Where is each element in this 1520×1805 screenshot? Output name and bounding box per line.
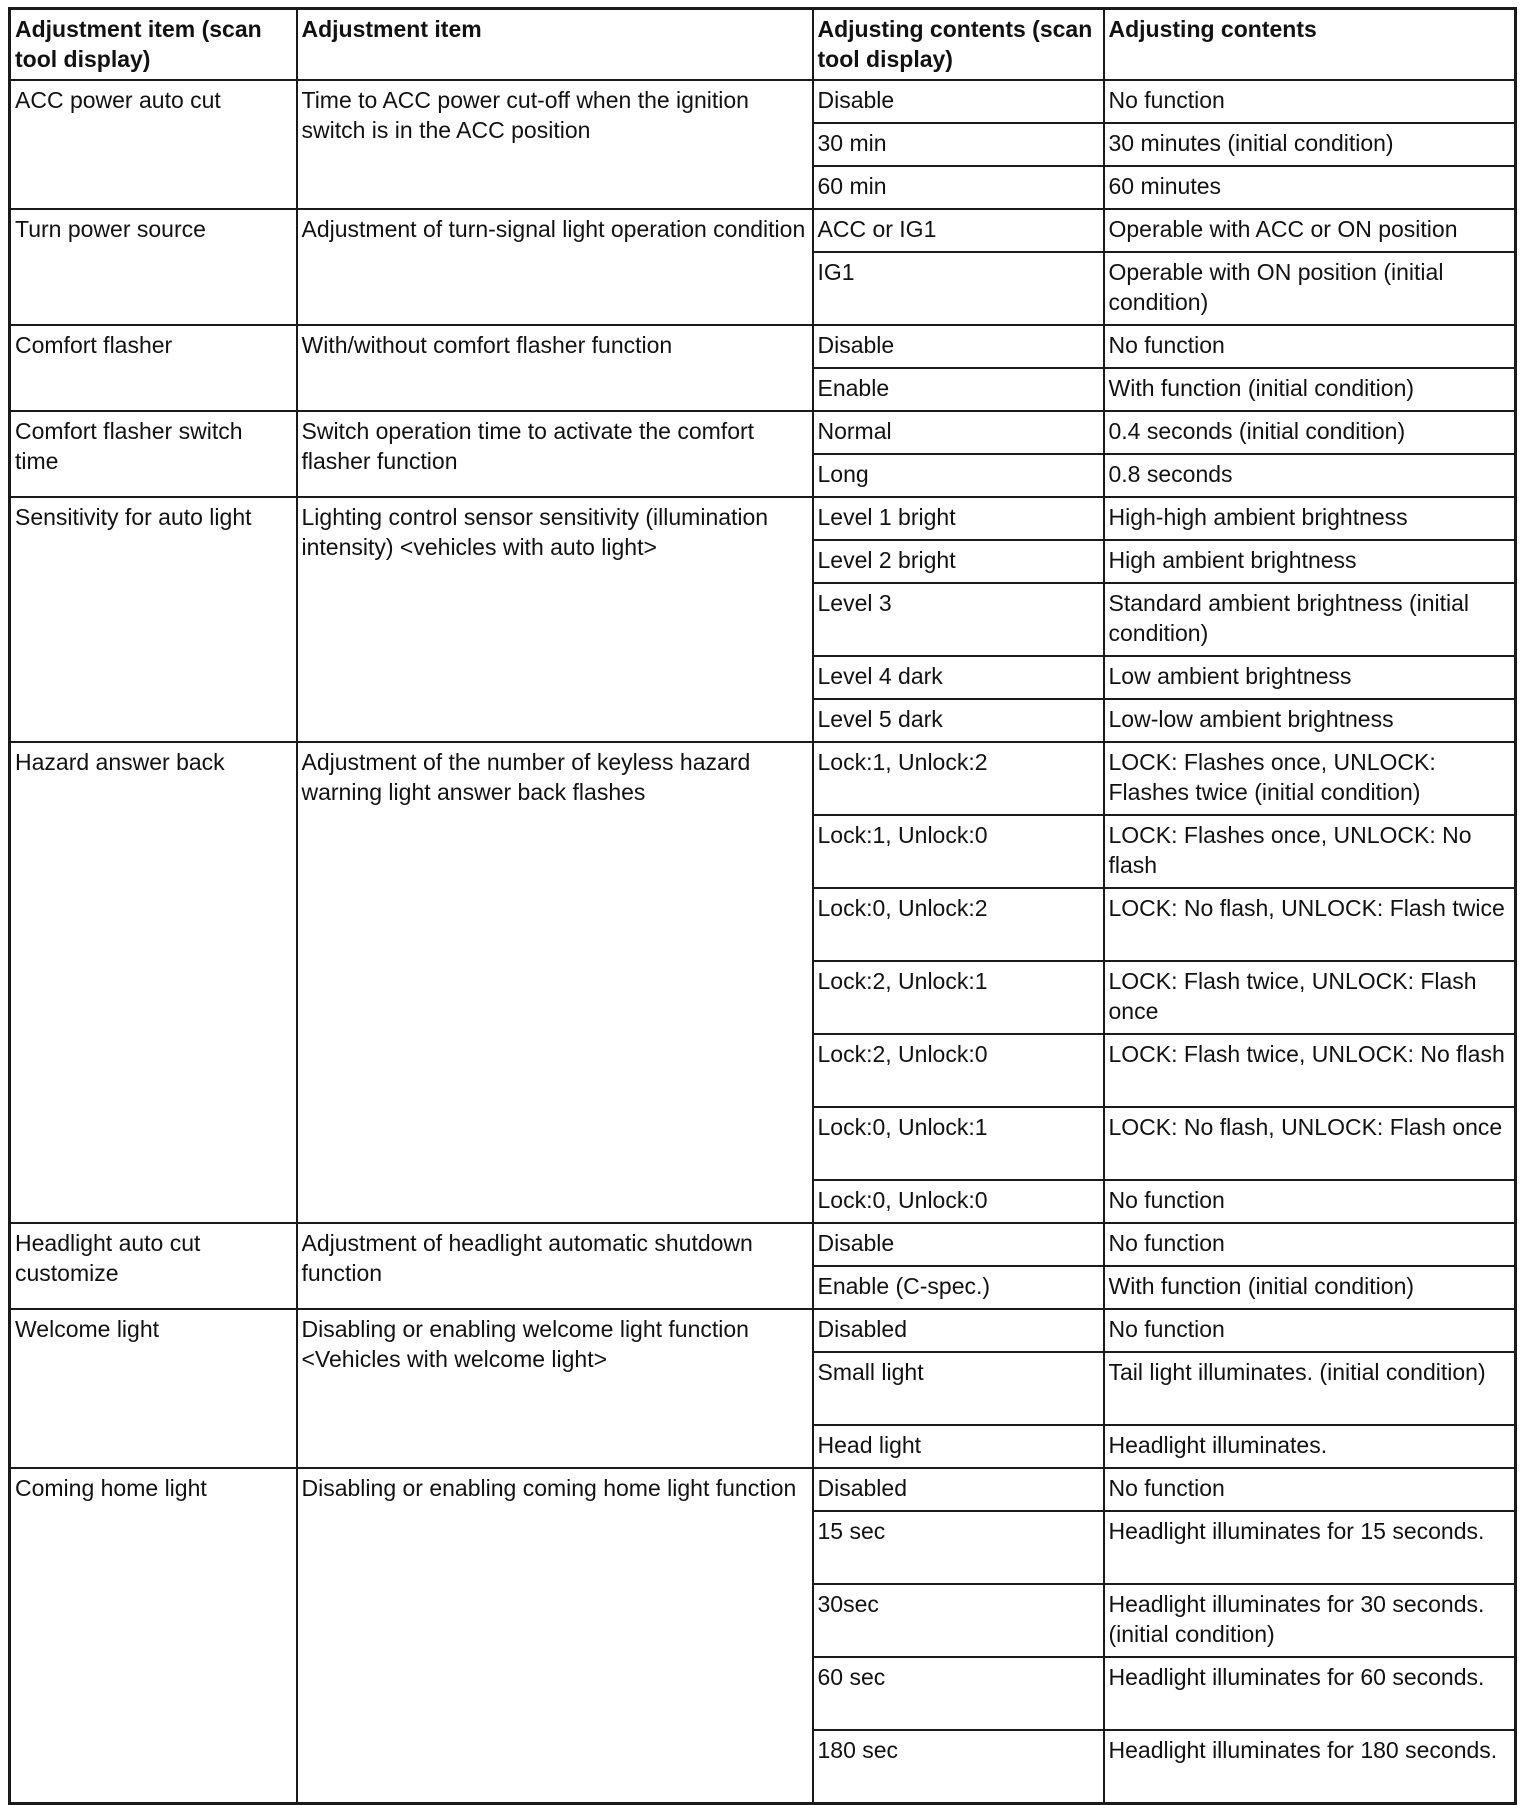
cell-adjustment-item-scan: Turn power source	[10, 209, 297, 325]
cell-adjusting-contents: LOCK: No flash, UNLOCK: Flash twice	[1104, 888, 1516, 961]
cell-adjustment-item-scan: Comfort flasher switch time	[10, 411, 297, 497]
cell-adjusting-contents: Headlight illuminates for 180 seconds.	[1104, 1730, 1516, 1803]
cell-adjusting-contents: High-high ambient brightness	[1104, 497, 1516, 540]
cell-adjusting-contents-scan: 60 min	[813, 166, 1104, 209]
cell-adjusting-contents: Headlight illuminates for 15 seconds.	[1104, 1511, 1516, 1584]
cell-adjusting-contents-scan: Enable	[813, 368, 1104, 411]
cell-adjusting-contents-scan: 15 sec	[813, 1511, 1104, 1584]
cell-adjustment-item: Disabling or enabling coming home light function	[297, 1468, 813, 1803]
cell-adjusting-contents-scan: Lock:0, Unlock:1	[813, 1107, 1104, 1180]
cell-adjusting-contents-scan: Level 5 dark	[813, 699, 1104, 742]
cell-adjusting-contents-scan: Normal	[813, 411, 1104, 454]
cell-adjustment-item: Lighting control sensor sensitivity (illumination intensity) <vehicles with auto light>	[297, 497, 813, 742]
cell-adjusting-contents-scan: Head light	[813, 1425, 1104, 1468]
cell-adjusting-contents: Operable with ACC or ON position	[1104, 209, 1516, 252]
cell-adjusting-contents: Low ambient brightness	[1104, 656, 1516, 699]
cell-adjusting-contents-scan: 30sec	[813, 1584, 1104, 1657]
cell-adjusting-contents-scan: Lock:1, Unlock:2	[813, 742, 1104, 815]
cell-adjusting-contents-scan: 180 sec	[813, 1730, 1104, 1803]
cell-adjusting-contents: LOCK: No flash, UNLOCK: Flash once	[1104, 1107, 1516, 1180]
cell-adjustment-item: With/without comfort flasher function	[297, 325, 813, 411]
cell-adjusting-contents: High ambient brightness	[1104, 540, 1516, 583]
header-adjusting-contents-scan: Adjusting contents (scan tool display)	[813, 9, 1104, 81]
cell-adjusting-contents: No function	[1104, 1468, 1516, 1511]
table-row	[10, 209, 1516, 252]
cell-adjusting-contents: Low-low ambient brightness	[1104, 699, 1516, 742]
cell-adjusting-contents-scan: Disabled	[813, 1309, 1104, 1352]
cell-adjusting-contents: 30 minutes (initial condition)	[1104, 123, 1516, 166]
cell-adjusting-contents-scan: Lock:2, Unlock:1	[813, 961, 1104, 1034]
table-row	[10, 497, 1516, 540]
adjustment-table	[8, 7, 1517, 1805]
cell-adjusting-contents: LOCK: Flashes once, UNLOCK: Flashes twice (initial condition)	[1104, 742, 1516, 815]
cell-adjustment-item-scan: ACC power auto cut	[10, 80, 297, 209]
cell-adjusting-contents-scan: Lock:0, Unlock:0	[813, 1180, 1104, 1223]
cell-adjusting-contents: LOCK: Flashes once, UNLOCK: No flash	[1104, 815, 1516, 888]
header-adjustment-item: Adjustment item	[297, 9, 813, 81]
cell-adjusting-contents: LOCK: Flash twice, UNLOCK: No flash	[1104, 1034, 1516, 1107]
cell-adjusting-contents-scan: Disable	[813, 325, 1104, 368]
cell-adjustment-item: Disabling or enabling welcome light function <Vehicles with welcome light>	[297, 1309, 813, 1468]
header-adjustment-item-scan: Adjustment item (scan tool display)	[10, 9, 297, 81]
cell-adjusting-contents: Tail light illuminates. (initial condition)	[1104, 1352, 1516, 1425]
table-row	[10, 325, 1516, 368]
cell-adjusting-contents: No function	[1104, 1309, 1516, 1352]
cell-adjustment-item: Switch operation time to activate the comfort flasher function	[297, 411, 813, 497]
table-row	[10, 1223, 1516, 1266]
cell-adjusting-contents-scan: Small light	[813, 1352, 1104, 1425]
cell-adjusting-contents-scan: Level 2 bright	[813, 540, 1104, 583]
cell-adjusting-contents: No function	[1104, 1223, 1516, 1266]
cell-adjustment-item-scan: Sensitivity for auto light	[10, 497, 297, 742]
cell-adjusting-contents-scan: Lock:2, Unlock:0	[813, 1034, 1104, 1107]
table-row	[10, 1309, 1516, 1352]
cell-adjusting-contents-scan: Level 3	[813, 583, 1104, 656]
table-row	[10, 1468, 1516, 1511]
cell-adjustment-item-scan: Hazard answer back	[10, 742, 297, 1223]
cell-adjusting-contents: 0.4 seconds (initial condition)	[1104, 411, 1516, 454]
cell-adjusting-contents-scan: Enable (C-spec.)	[813, 1266, 1104, 1309]
cell-adjusting-contents: LOCK: Flash twice, UNLOCK: Flash once	[1104, 961, 1516, 1034]
cell-adjusting-contents: No function	[1104, 1180, 1516, 1223]
cell-adjustment-item-scan: Comfort flasher	[10, 325, 297, 411]
table-body	[10, 80, 1516, 1803]
cell-adjusting-contents-scan: Level 4 dark	[813, 656, 1104, 699]
cell-adjusting-contents-scan: Disable	[813, 80, 1104, 123]
cell-adjustment-item: Adjustment of headlight automatic shutdown function	[297, 1223, 813, 1309]
cell-adjusting-contents: With function (initial condition)	[1104, 368, 1516, 411]
cell-adjusting-contents-scan: Lock:0, Unlock:2	[813, 888, 1104, 961]
cell-adjusting-contents: With function (initial condition)	[1104, 1266, 1516, 1309]
cell-adjusting-contents: Operable with ON position (initial condition)	[1104, 252, 1516, 325]
cell-adjustment-item-scan: Coming home light	[10, 1468, 297, 1803]
cell-adjusting-contents-scan: 60 sec	[813, 1657, 1104, 1730]
cell-adjustment-item: Time to ACC power cut-off when the ignition switch is in the ACC position	[297, 80, 813, 209]
header-adjusting-contents: Adjusting contents	[1104, 9, 1516, 81]
cell-adjusting-contents-scan: Disabled	[813, 1468, 1104, 1511]
header-row	[10, 9, 1516, 81]
cell-adjusting-contents-scan: IG1	[813, 252, 1104, 325]
table-header	[10, 9, 1516, 81]
cell-adjusting-contents: Headlight illuminates for 30 seconds. (initial condition)	[1104, 1584, 1516, 1657]
cell-adjusting-contents: No function	[1104, 80, 1516, 123]
cell-adjusting-contents: Headlight illuminates.	[1104, 1425, 1516, 1468]
cell-adjustment-item: Adjustment of turn-signal light operation condition	[297, 209, 813, 325]
table-row	[10, 742, 1516, 815]
cell-adjustment-item: Adjustment of the number of keyless hazard warning light answer back flashes	[297, 742, 813, 1223]
cell-adjusting-contents-scan: Long	[813, 454, 1104, 497]
cell-adjusting-contents-scan: ACC or IG1	[813, 209, 1104, 252]
table-row	[10, 80, 1516, 123]
cell-adjustment-item-scan: Welcome light	[10, 1309, 297, 1468]
cell-adjusting-contents: Headlight illuminates for 60 seconds.	[1104, 1657, 1516, 1730]
cell-adjusting-contents-scan: Level 1 bright	[813, 497, 1104, 540]
cell-adjusting-contents-scan: Lock:1, Unlock:0	[813, 815, 1104, 888]
cell-adjustment-item-scan: Headlight auto cut customize	[10, 1223, 297, 1309]
cell-adjusting-contents: No function	[1104, 325, 1516, 368]
table-row	[10, 411, 1516, 454]
cell-adjusting-contents-scan: Disable	[813, 1223, 1104, 1266]
cell-adjusting-contents: 0.8 seconds	[1104, 454, 1516, 497]
cell-adjusting-contents: Standard ambient brightness (initial condition)	[1104, 583, 1516, 656]
cell-adjusting-contents-scan: 30 min	[813, 123, 1104, 166]
cell-adjusting-contents: 60 minutes	[1104, 166, 1516, 209]
